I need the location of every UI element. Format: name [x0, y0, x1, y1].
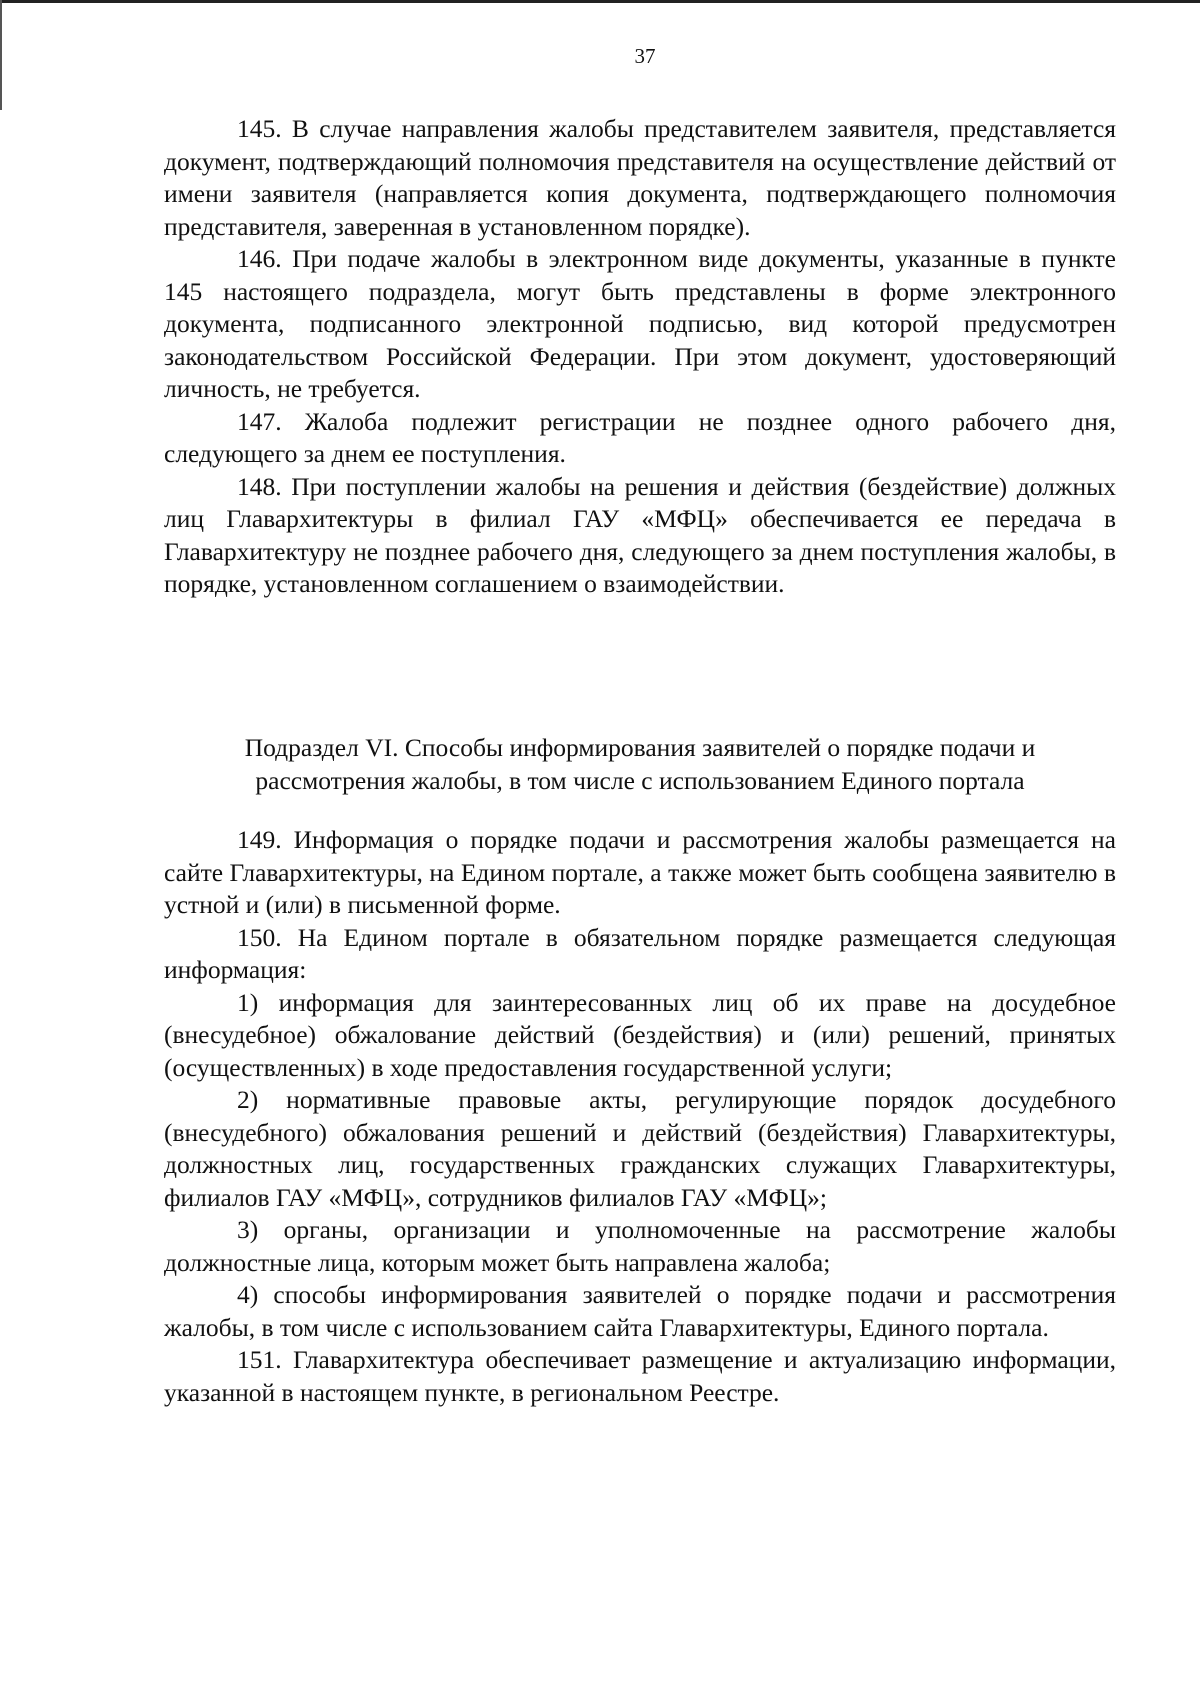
- paragraph-146: 146. При подаче жалобы в электронном виде документы, указанные в пункте 145 настоящего подраздела, могут быть представлены в форме электронного документа, подписанного электронной подписью, вид которой предусмотрен законодательством Российской Федерации. При этом документ, удостоверяющий личность, не требуется.: [164, 244, 1116, 403]
- paragraph-151: 151. Главархитектура обеспечивает размещение и актуализацию информации, указанной в настоящем пункте, в региональном Реестре.: [164, 1345, 1116, 1407]
- list-item-3: 3) органы, организации и уполномоченные на рассмотрение жалобы должностные лица, которым может быть направлена жалоба;: [164, 1215, 1116, 1277]
- subsection-heading: [164, 731, 1116, 797]
- heading-line-2: рассмотрения жалобы, в том числе с использованием Единого портала: [255, 766, 1025, 795]
- heading-line-1: Подраздел VI. Способы информирования заявителей о порядке подачи и: [244, 733, 1036, 762]
- paragraph-149: 149. Информация о порядке подачи и рассмотрения жалобы размещается на сайте Главархитектуры, на Едином портале, а также может быть сообщена заявителю в устной и (или) в письменной форме.: [164, 825, 1116, 919]
- list-item-4: 4) способы информирования заявителей о порядке подачи и рассмотрения жалобы, в том числе с использованием сайта Главархитектуры, Единого портала.: [164, 1280, 1116, 1342]
- paragraph-block-1: [164, 113, 1116, 601]
- paragraph-150: 150. На Едином портале в обязательном порядке размещается следующая информация:: [164, 922, 1116, 984]
- scan-edge-top: [0, 0, 1200, 3]
- paragraph-145: 145. В случае направления жалобы представителем заявителя, представляется документ, подтверждающий полномочия представителя на осуществление действий от имени заявителя (направляется копия документа, подтверждающего полномочия представителя, заверенная в установленном порядке).: [164, 114, 1116, 241]
- paragraph-148: 148. При поступлении жалобы на решения и действия (бездействие) должных лиц Главархитектуры в филиал ГАУ «МФЦ» обеспечивается ее передача в Главархитектуру не позднее рабочего дня, следующего за днем поступления жалобы, в порядке, установленном соглашением о взаимодействии.: [164, 471, 1116, 598]
- list-item-2: 2) нормативные правовые акты, регулирующие порядок досудебного (внесудебного) обжалования решений и действий (бездействия) Главархитектуры, должностных лиц, государственных гражданских служащих Главархитектуры, филиалов ГАУ «МФЦ», сотрудников филиалов ГАУ «МФЦ»;: [164, 1085, 1116, 1212]
- list-item-1: 1) информация для заинтересованных лиц об их праве на досудебное (внесудебное) обжалование действий (бездействия) и (или) решений, принятых (осуществленных) в ходе предоставления государственной услуги;: [164, 987, 1116, 1082]
- paragraph-147: 147. Жалоба подлежит регистрации не позднее одного рабочего дня, следующего за днем ее поступления.: [164, 406, 1116, 468]
- paragraph-block-2: [164, 824, 1116, 1409]
- page-number: 37: [634, 44, 656, 68]
